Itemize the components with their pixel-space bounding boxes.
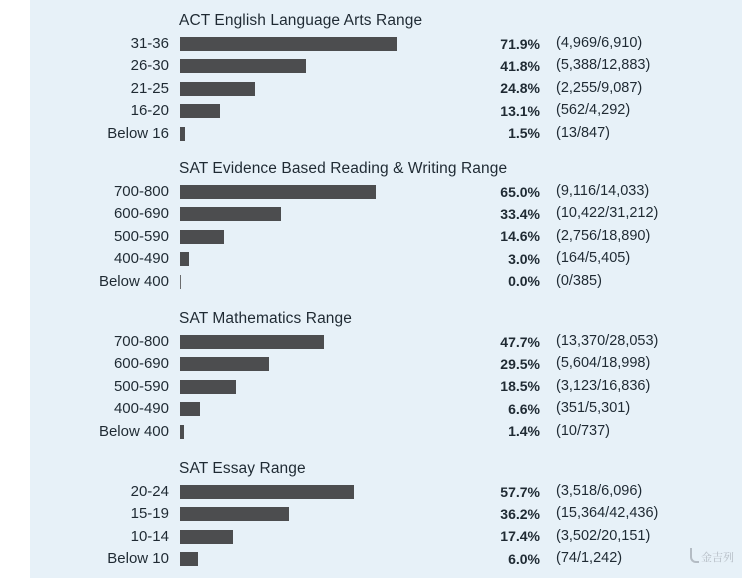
bar: [180, 230, 224, 244]
percent-label: 71.9%: [500, 35, 540, 52]
bar: [180, 59, 306, 73]
fraction-label: (5,604/18,998): [556, 355, 651, 372]
bar: [180, 37, 397, 51]
bar: [180, 207, 281, 221]
category-label: 10-14: [130, 527, 169, 545]
fraction-label: (562/4,292): [556, 102, 631, 119]
bar: [180, 507, 289, 521]
percent-label: 6.0%: [508, 550, 540, 567]
category-label: Below 10: [107, 550, 169, 568]
bar: [180, 104, 220, 118]
category-label: 31-36: [130, 35, 169, 52]
percent-label: 3.0%: [508, 250, 540, 267]
category-label: 15-19: [130, 505, 169, 523]
category-label: 400-490: [113, 250, 169, 268]
bar: [180, 552, 198, 566]
category-label: Below 400: [98, 422, 169, 440]
percent-label: 33.4%: [500, 205, 540, 222]
percent-label: 47.7%: [500, 333, 540, 350]
category-label: 26-30: [130, 57, 169, 75]
bar: [180, 485, 354, 499]
fraction-label: (2,255/9,087): [556, 79, 643, 96]
percent-label: 6.6%: [508, 400, 540, 417]
percent-label: 13.1%: [500, 102, 540, 119]
category-label: 400-490: [113, 400, 169, 418]
category-label: 16-20: [130, 102, 169, 120]
fraction-label: (0/385): [556, 272, 602, 289]
percent-label: 29.5%: [500, 355, 540, 372]
percent-label: 57.7%: [500, 483, 540, 500]
percent-label: 17.4%: [500, 528, 540, 545]
section-title: SAT Essay Range: [179, 460, 306, 477]
fraction-label: (13,370/28,053): [556, 333, 659, 349]
category-label: Below 16: [107, 124, 169, 142]
percent-label: 0.0%: [508, 273, 540, 290]
bar: [180, 402, 200, 416]
fraction-label: (3,518/6,096): [556, 483, 643, 499]
bar: [180, 185, 376, 199]
watermark: [690, 548, 734, 565]
fraction-label: (13/847): [556, 124, 611, 141]
bar: [180, 335, 324, 349]
fraction-label: (3,123/16,836): [556, 377, 651, 394]
percent-label: 1.5%: [508, 125, 540, 142]
category-label: 600-690: [113, 205, 169, 223]
bar: [180, 530, 233, 544]
category-label: 500-590: [113, 227, 169, 245]
fraction-label: (4,969/6,910): [556, 35, 643, 51]
fraction-label: (15,364/42,436): [556, 505, 659, 522]
section-title: ACT English Language Arts Range: [179, 12, 423, 29]
fraction-label: (10,422/31,212): [556, 205, 659, 222]
bar: [180, 252, 189, 266]
logo-mark-icon: [690, 548, 699, 563]
category-label: 700-800: [113, 183, 169, 200]
fraction-label: (351/5,301): [556, 400, 631, 417]
percent-label: 24.8%: [500, 80, 540, 97]
category-label: Below 400: [98, 272, 169, 290]
percent-label: 41.8%: [500, 57, 540, 74]
bar: [180, 127, 185, 141]
percent-label: 36.2%: [500, 505, 540, 522]
watermark-text: 金吉列: [701, 552, 734, 564]
percent-label: 14.6%: [500, 228, 540, 245]
category-label: 600-690: [113, 355, 169, 373]
fraction-label: (9,116/14,033): [556, 183, 650, 199]
section-title: SAT Evidence Based Reading & Writing Range: [179, 160, 508, 177]
fraction-label: (10/737): [556, 422, 611, 439]
bar: [180, 380, 236, 394]
fraction-label: (3,502/20,151): [556, 527, 651, 544]
fraction-label: (74/1,242): [556, 550, 623, 567]
category-label: 500-590: [113, 377, 169, 395]
bar: [180, 82, 255, 96]
fraction-label: (164/5,405): [556, 250, 631, 267]
chart-panel: [30, 0, 742, 578]
bar: [180, 425, 184, 439]
percent-label: 1.4%: [508, 423, 540, 440]
fraction-label: (2,756/18,890): [556, 227, 651, 244]
percent-label: 65.0%: [500, 183, 540, 200]
section-title: SAT Mathematics Range: [179, 310, 352, 327]
category-label: 21-25: [130, 79, 169, 97]
percent-label: 18.5%: [500, 378, 540, 395]
bar: [180, 357, 269, 371]
fraction-label: (5,388/12,883): [556, 57, 651, 74]
category-label: 20-24: [130, 483, 169, 500]
category-label: 700-800: [113, 333, 169, 350]
bar: [180, 275, 181, 289]
